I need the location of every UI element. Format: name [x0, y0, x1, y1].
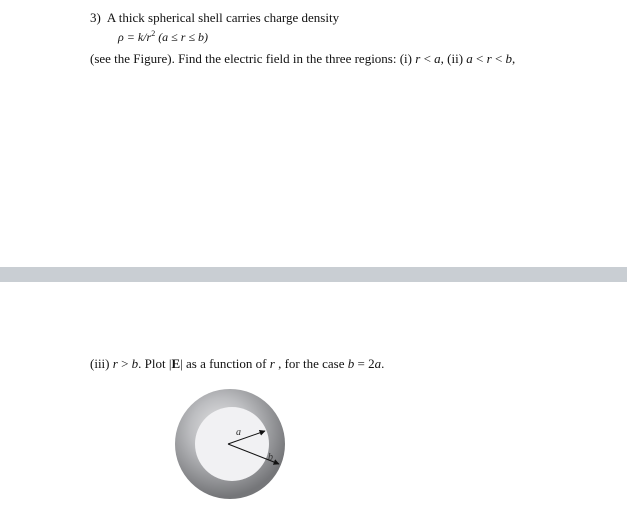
electric-field-symbol: E	[171, 356, 181, 371]
variable: r	[269, 356, 275, 371]
text-run: , (ii)	[440, 51, 467, 66]
question-number: 3)	[90, 10, 101, 25]
text-run: = 2	[354, 356, 375, 371]
density-range: (a ≤ r ≤ b)	[155, 30, 209, 44]
text-run: >	[117, 356, 132, 371]
page-bottom	[0, 282, 627, 515]
label-a: a	[236, 427, 241, 438]
variable: b	[505, 51, 513, 66]
variable: a	[434, 51, 441, 66]
inner-cavity	[195, 407, 269, 481]
question-statement	[90, 10, 339, 25]
text-run: . Plot |	[138, 356, 172, 371]
text-run: <	[420, 51, 435, 66]
regions-text	[90, 51, 515, 66]
density-lhs: ρ = k/r	[118, 30, 152, 44]
spherical-shell-figure	[172, 388, 290, 504]
density-exponent: 2	[151, 29, 156, 38]
text-run: .	[381, 356, 385, 371]
page-separator	[0, 267, 627, 282]
text-run: | as a function of	[180, 356, 270, 371]
variable: b	[347, 356, 355, 371]
variable: a	[374, 356, 382, 371]
text-run: (iii)	[90, 356, 113, 371]
plot-instruction-text	[90, 356, 384, 371]
variable: r	[415, 51, 421, 66]
statement-text: A thick spherical shell carries charge density	[106, 10, 340, 25]
text-run: , for the case	[274, 356, 348, 371]
label-b: b	[268, 452, 273, 463]
charge-density-formula	[118, 26, 208, 45]
variable: a	[466, 51, 473, 66]
text-run: (see the Figure). Find the electric field in the three regions: (i)	[90, 51, 416, 66]
variable: r	[112, 356, 118, 371]
variable: b	[131, 356, 139, 371]
variable: r	[486, 51, 492, 66]
text-run: <	[472, 51, 487, 66]
text-run: ,	[512, 51, 516, 66]
text-run: <	[491, 51, 506, 66]
